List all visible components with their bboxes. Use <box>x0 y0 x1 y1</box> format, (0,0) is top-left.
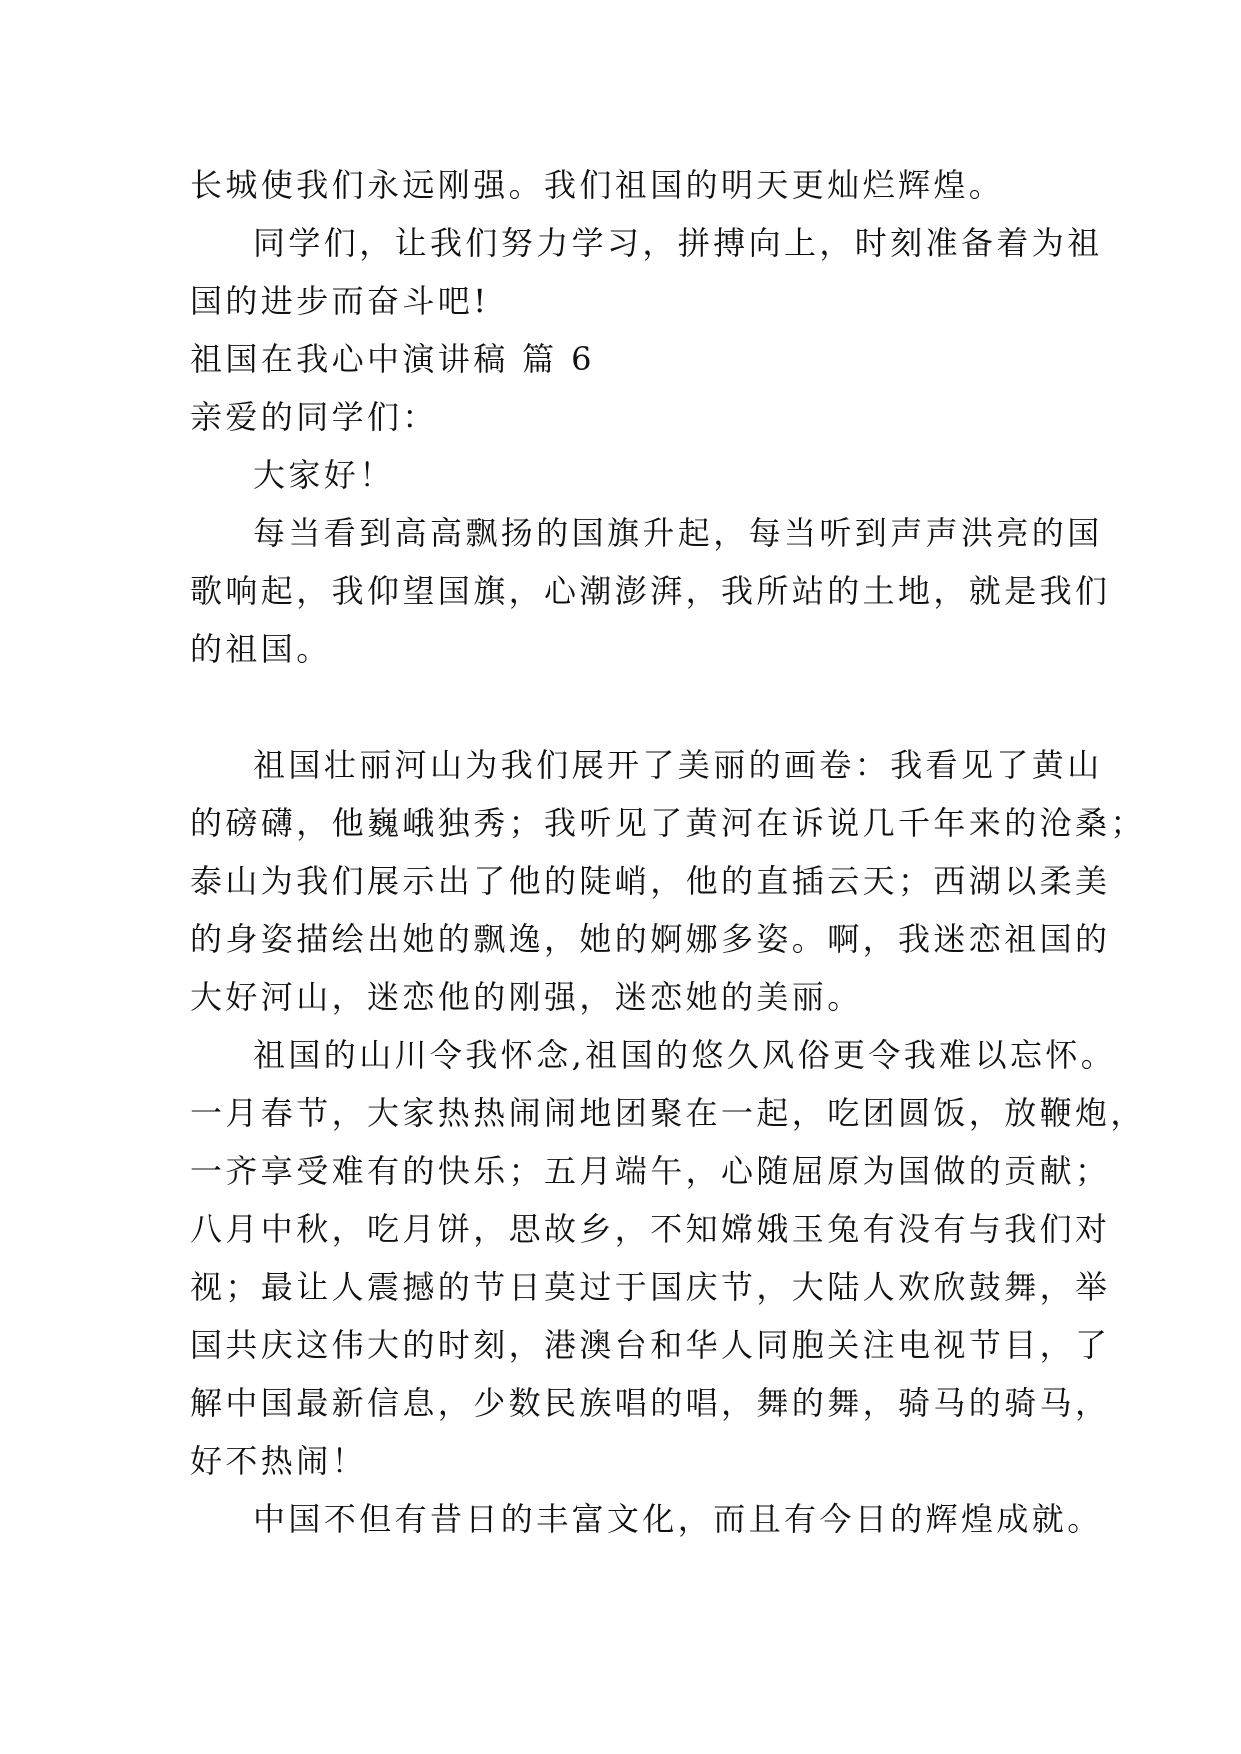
text-line: 好不热闹！ <box>190 1442 368 1480</box>
text-line: 中国不但有昔日的丰富文化，而且有今日的辉煌成就。 <box>253 1500 1103 1538</box>
text-line: 解中国最新信息，少数民族唱的唱，舞的舞，骑马的骑马， <box>190 1384 1111 1422</box>
text-line: 长城使我们永远刚强。我们祖国的明天更灿烂辉煌。 <box>190 166 1005 204</box>
text-line: 的身姿描绘出她的飘逸，她的婀娜多姿。啊，我迷恋祖国的 <box>190 920 1111 958</box>
text-line: 的磅礴，他巍峨独秀；我听见了黄河在诉说几千年来的沧桑； <box>190 804 1146 842</box>
text-line: 祖国的山川令我怀念,祖国的悠久风俗更令我难以忘怀。 <box>253 1036 1117 1074</box>
greeting: 大家好！ <box>253 456 395 494</box>
text-line: 每当看到高高飘扬的国旗升起，每当听到声声洪亮的国 <box>253 514 1103 552</box>
text-line: 一齐享受难有的快乐；五月端午，心随屈原为国做的贡献； <box>190 1152 1111 1190</box>
text-line: 国的进步而奋斗吧! <box>190 282 490 320</box>
text-line: 国共庆这伟大的时刻，港澳台和华人同胞关注电视节目，了 <box>190 1326 1111 1364</box>
text-line: 歌响起，我仰望国旗，心潮澎湃，我所站的土地，就是我们 <box>190 572 1111 610</box>
text-line: 祖国壮丽河山为我们展开了美丽的画卷：我看见了黄山 <box>253 746 1103 784</box>
text-line: 的祖国。 <box>190 630 332 668</box>
salutation: 亲爱的同学们： <box>190 398 438 436</box>
text-line: 大好河山，迷恋他的刚强，迷恋她的美丽。 <box>190 978 863 1016</box>
text-line: 视；最让人震撼的节日莫过于国庆节，大陆人欢欣鼓舞，举 <box>190 1268 1111 1306</box>
text-line: 同学们，让我们努力学习，拼搏向上，时刻准备着为祖 <box>253 224 1103 262</box>
section-heading: 祖国在我心中演讲稿 篇 6 <box>190 340 595 378</box>
text-line: 泰山为我们展示出了他的陡峭，他的直插云天；西湖以柔美 <box>190 862 1111 900</box>
text-line: 八月中秋，吃月饼，思故乡，不知嫦娥玉兔有没有与我们对 <box>190 1210 1111 1248</box>
text-line: 一月春节，大家热热闹闹地团聚在一起，吃团圆饭，放鞭炮， <box>190 1094 1146 1132</box>
